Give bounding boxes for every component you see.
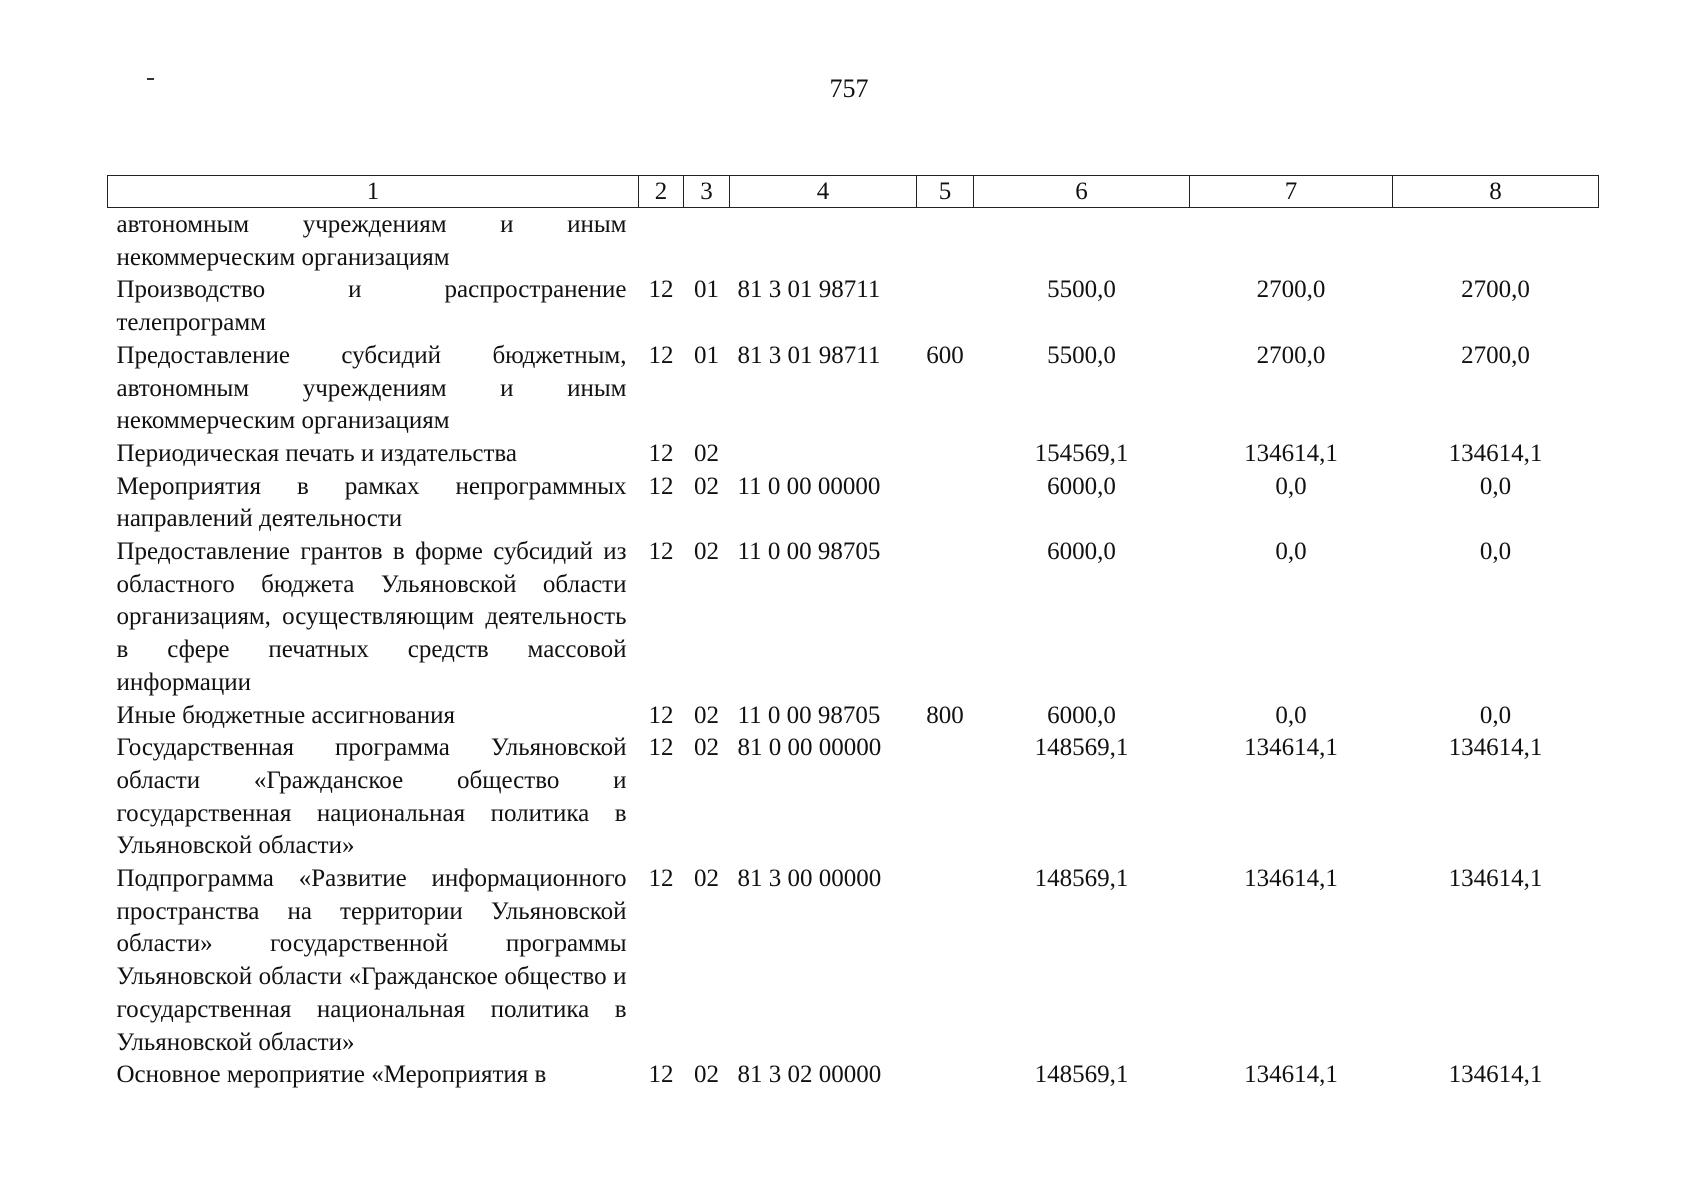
row-amount-8: 0,0 (1479, 472, 1512, 500)
table-row (108, 471, 1599, 536)
row-amount-8: 134614,1 (1448, 439, 1543, 467)
row-section: 12 (648, 734, 674, 762)
row-section: 12 (648, 439, 674, 467)
row-expense-type (917, 536, 974, 700)
row-amount-6: 5500,0 (1047, 276, 1116, 304)
row-subsection (684, 208, 730, 275)
table-row (108, 340, 1599, 438)
row-amount-7: 2700,0 (1256, 276, 1326, 304)
row-target-code (730, 438, 917, 471)
row-section: 12 (648, 865, 674, 893)
table-row (108, 536, 1599, 700)
row-amount-7: 134614,1 (1244, 1061, 1338, 1089)
row-amount-8: 0,0 (1479, 701, 1512, 729)
row-section: 12 (648, 1061, 674, 1089)
header-col-2: 2 (639, 176, 684, 208)
row-amount-6: 6000,0 (1047, 538, 1116, 566)
row-expense-type (917, 1059, 974, 1092)
row-section (639, 208, 684, 275)
row-expense-type (917, 471, 974, 536)
row-name: Подпрограмма «Развитие информационного пространства на территории Ульяновской области» государственной программы Ульяновской области «Гражданское общество и государственная национальная политика в Ульяновской области» (116, 865, 627, 1056)
row-name: Мероприятия в рамках непрограммных направлений деятельности (116, 472, 627, 533)
row-section: 12 (648, 472, 674, 500)
table-row (108, 1059, 1599, 1092)
row-amount-8: 134614,1 (1448, 734, 1543, 762)
row-target-code: 81 3 01 98711 (737, 276, 881, 304)
row-amount-7 (1190, 208, 1393, 275)
page-number: 757 (829, 74, 869, 103)
header-col-4: 4 (730, 176, 917, 208)
row-expense-type (917, 863, 974, 1059)
row-subsection: 02 (694, 439, 719, 467)
header-col-1: 1 (108, 176, 639, 208)
row-amount-7: 2700,0 (1256, 341, 1326, 369)
row-subsection: 02 (694, 734, 719, 762)
header-col-7: 7 (1190, 176, 1393, 208)
row-section: 12 (648, 701, 674, 729)
budget-table (107, 175, 1599, 1092)
row-target-code: 11 0 00 00000 (737, 472, 881, 500)
row-amount-7: 0,0 (1275, 538, 1307, 566)
row-subsection: 02 (694, 701, 719, 729)
row-subsection: 02 (694, 538, 719, 566)
row-amount-7: 134614,1 (1244, 734, 1338, 762)
row-amount-6: 148569,1 (1034, 734, 1129, 762)
row-expense-type (917, 274, 974, 339)
header-col-8: 8 (1393, 176, 1599, 208)
header-row (108, 176, 1599, 208)
row-target-code: 81 0 00 00000 (737, 734, 882, 762)
row-amount-8: 134614,1 (1448, 1061, 1543, 1089)
row-amount-6: 148569,1 (1034, 1061, 1129, 1089)
row-name: Иные бюджетные ассигнования (116, 701, 456, 729)
table-row (108, 438, 1599, 471)
stray-mark (147, 78, 154, 80)
row-amount-7: 134614,1 (1244, 439, 1338, 467)
row-name: Периодическая печать и издательства (116, 439, 517, 467)
row-name: Государственная программа Ульяновской области «Гражданское общество и государственная национальная политика в Ульяновской области» (116, 734, 627, 860)
row-amount-6: 148569,1 (1034, 865, 1129, 893)
row-subsection: 02 (694, 1061, 719, 1089)
row-section: 12 (648, 538, 674, 566)
row-amount-6 (974, 208, 1190, 275)
table-row (108, 732, 1599, 863)
row-name: автономным учреждениям и иным некоммерческим организациям (116, 211, 627, 271)
row-expense-type (917, 732, 974, 863)
row-amount-6: 6000,0 (1047, 701, 1116, 729)
row-amount-8: 0,0 (1479, 538, 1512, 566)
table-row (108, 208, 1599, 275)
row-amount-6: 154569,1 (1034, 439, 1129, 467)
row-name: Предоставление грантов в форме субсидий из областного бюджета Ульяновской области организациям, осуществляющим деятельность в сфере печатных средств массовой информации (116, 538, 627, 696)
row-target-code: 11 0 00 98705 (737, 538, 881, 566)
row-target-code: 81 3 02 00000 (737, 1061, 882, 1089)
row-name: Предоставление субсидий бюджетным, автономным учреждениям и иным некоммерческим организациям (116, 341, 627, 435)
row-target-code: 81 3 01 98711 (737, 341, 881, 369)
row-name: Основное мероприятие «Мероприятия в (116, 1061, 547, 1089)
row-amount-8: 2700,0 (1461, 341, 1530, 369)
row-expense-type (917, 208, 974, 275)
table-row (108, 274, 1599, 339)
row-target-code: 11 0 00 98705 (737, 701, 881, 729)
table-body (108, 208, 1599, 1092)
row-section: 12 (648, 341, 674, 369)
row-amount-8: 134614,1 (1448, 865, 1543, 893)
row-subsection: 02 (694, 865, 719, 893)
table-row (108, 700, 1599, 733)
row-subsection: 01 (694, 276, 719, 304)
row-amount-7: 0,0 (1275, 701, 1307, 729)
row-amount-8: 2700,0 (1461, 276, 1530, 304)
row-amount-7: 0,0 (1275, 472, 1307, 500)
row-section: 12 (648, 276, 674, 304)
header-col-6: 6 (974, 176, 1190, 208)
row-amount-6: 6000,0 (1047, 472, 1116, 500)
table-row (108, 863, 1599, 1059)
row-name: Производство и распространение телепрограмм (116, 276, 627, 337)
row-expense-type: 800 (926, 701, 964, 729)
table-header (108, 176, 1599, 208)
row-subsection: 01 (694, 341, 719, 369)
row-subsection: 02 (694, 472, 719, 500)
row-expense-type (917, 438, 974, 471)
row-expense-type: 600 (926, 341, 964, 369)
header-col-3: 3 (684, 176, 730, 208)
header-col-5: 5 (917, 176, 974, 208)
row-target-code: 81 3 00 00000 (737, 865, 882, 893)
row-amount-8 (1393, 208, 1599, 275)
row-amount-6: 5500,0 (1047, 341, 1116, 369)
row-amount-7: 134614,1 (1244, 865, 1338, 893)
row-target-code (730, 208, 917, 275)
